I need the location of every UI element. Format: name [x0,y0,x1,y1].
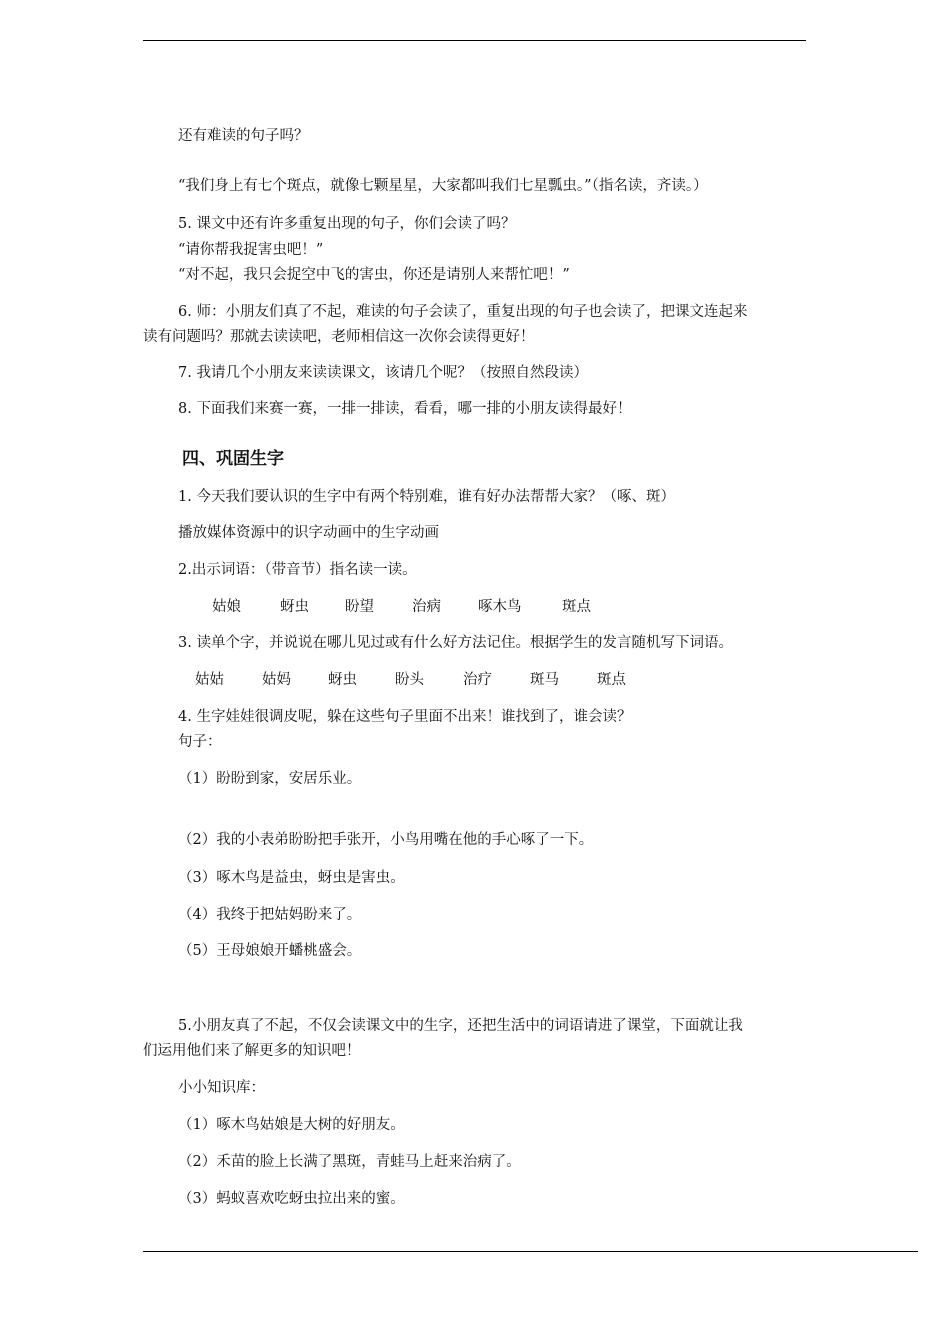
text-line: 2.出示词语：（带音节）指名读一读。 [178,562,417,578]
word: 蚜虫 [280,599,309,615]
text-line: 播放媒体资源中的识字动画中的生字动画 [178,525,439,541]
text-line: 4. 生字娃娃很调皮呢，躲在这些句子里面不出来！谁找到了，谁会读？ [178,709,632,725]
word: 姑妈 [262,672,291,688]
text-line: 1. 今天我们要认识的生字中有两个特别难，谁有好办法帮帮大家？（啄、斑） [178,489,675,505]
word: 姑娘 [212,599,241,615]
header-rule [143,40,806,41]
text-line: 8. 下面我们来赛一赛，一排一排读，看看，哪一排的小朋友读得最好！ [178,401,632,417]
word: 斑点 [562,599,591,615]
knowledge-item: （2）禾苗的脸上长满了黑斑，青蛙马上赶来治病了。 [178,1154,521,1170]
word: 啄木鸟 [478,599,522,615]
footer-rule [143,1251,918,1252]
knowledge-item: （1）啄木鸟姑娘是大树的好朋友。 [178,1117,405,1133]
sentence-item: （5）王母娘娘开蟠桃盛会。 [178,943,362,959]
text-line: 5. 课文中还有许多重复出现的句子，你们会读了吗？ [178,216,516,232]
word: 斑点 [597,672,626,688]
sentence-item: （3）啄木鸟是益虫，蚜虫是害虫。 [178,870,405,886]
section-heading: 四、巩固生字 [182,449,284,469]
word: 盼望 [345,599,374,615]
sentence-item: （1）盼盼到家，安居乐业。 [178,771,362,787]
sentence-item: （4）我终于把姑妈盼来了。 [178,907,362,923]
knowledge-item: （3）蚂蚁喜欢吃蚜虫拉出来的蜜。 [178,1191,405,1207]
word: 斑马 [530,672,559,688]
word: 姑姑 [195,672,224,688]
text-line: “对不起，我只会捉空中飞的害虫，你还是请别人来帮忙吧！” [178,267,570,283]
word-list-2 [195,670,626,690]
word: 治病 [412,599,441,615]
text-line: 3. 读单个字，并说说在哪儿见过或有什么好方法记住。根据学生的发言随机写下词语。 [178,635,733,651]
word: 治疗 [463,672,492,688]
text-line: 们运用他们来了解更多的知识吧！ [143,1043,361,1059]
text-line: “请你帮我捉害虫吧！” [178,242,324,258]
word: 盼头 [395,672,424,688]
text-line: 读有问题吗？那就去读读吧，老师相信这一次你会读得更好！ [143,329,535,345]
text-line: “我们身上有七个斑点，就像七颗星星，大家都叫我们七星瓢虫。”（指名读，齐读。） [178,178,708,194]
word-list-1 [212,597,591,617]
text-line: 7. 我请几个小朋友来读读课文，该请几个呢？（按照自然段读） [178,365,588,381]
text-line: 还有难读的句子吗？ [178,128,309,144]
text-line: 小小知识库： [178,1080,265,1096]
word: 蚜虫 [328,672,357,688]
sentence-item: （2）我的小表弟盼盼把手张开，小鸟用嘴在他的手心啄了一下。 [178,832,594,848]
text-line: 句子： [178,734,222,750]
text-line: 5.小朋友真了不起，不仅会读课文中的生字，还把生活中的词语请进了课堂，下面就让我 [178,1018,743,1034]
text-line: 6. 师：小朋友们真了不起，难读的句子会读了，重复出现的句子也会读了，把课文连起来 [178,304,748,320]
